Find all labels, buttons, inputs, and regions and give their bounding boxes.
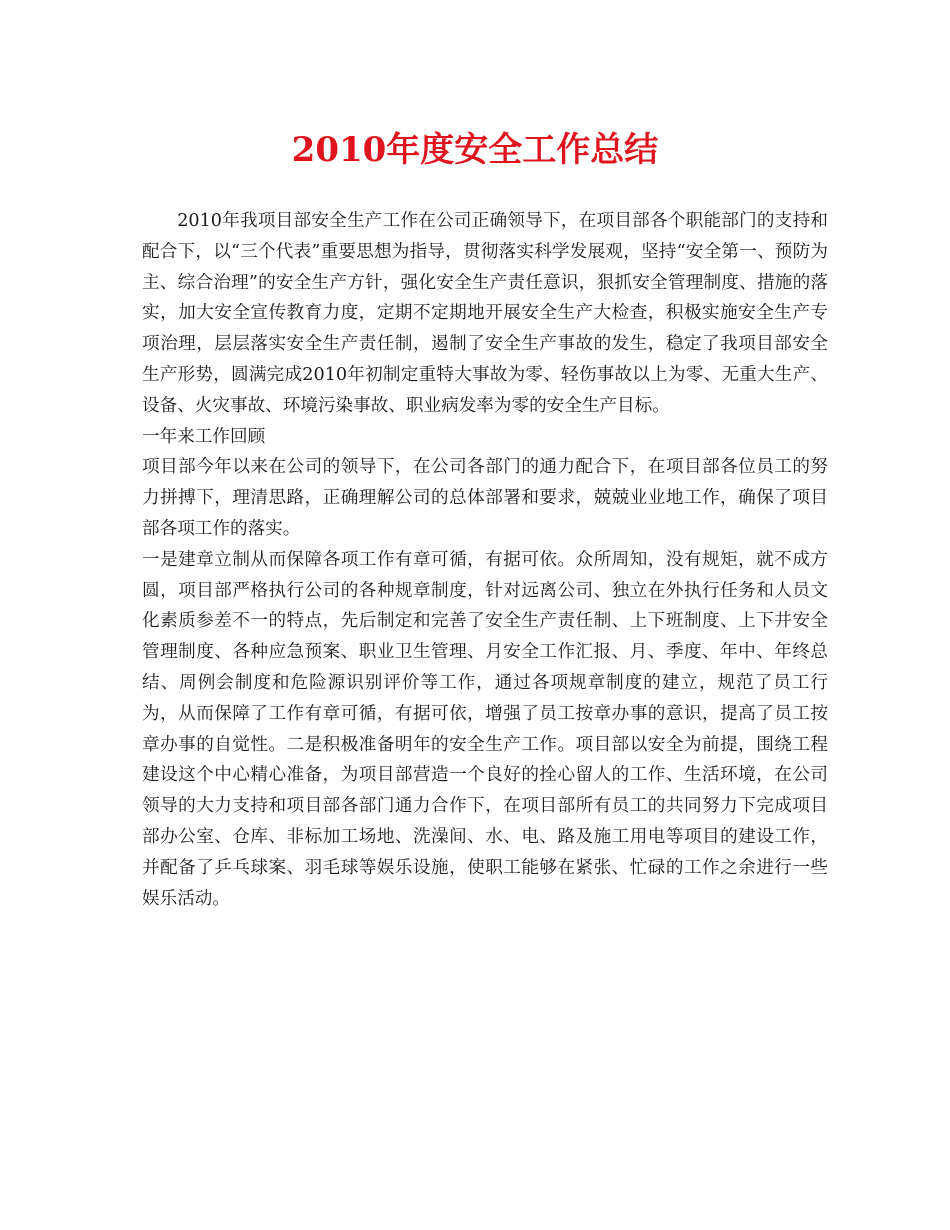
paragraph-rules-and-preparation: 一是建章立制从而保障各项工作有章可循，有据可依。众所周知，没有规矩，就不成方圆，项目部严格执行公司的各种规章制度，针对远离公司、独立在外执行任务和人员文化素质参差不一的特点，先后制定和完善了安全生产责任制、上下班制度、上下井安全管理制度、各种应急预案、职业卫生管理、月安全工作汇报、月、季度、年中、年终总结、周例会制度和危险源识别评价等工作，通过各项规章制度的建立，规范了员工行为，从而保障了工作有章可循，有据可依，增强了员工按章办事的意识，提高了员工按章办事的自觉性。二是积极准备明年的安全生产工作。项目部以安全为前提，围绕工程建设这个中心精心准备，为项目部营造一个良好的拴心留人的工作、生活环境，在公司领导的大力支持和项目部各部门通力合作下，在项目部所有员工的共同努力下完成项目部办公室、仓库、非标加工场地、洗澡间、水、电、路及施工用电等项目的建设工作，并配备了乒乓球案、羽毛球等娱乐设施，使职工能够在紧张、忙碌的工作之余进行一些娱乐活动。 (142, 549, 828, 909)
section-heading-review: 一年来工作回顾 (142, 426, 266, 447)
paragraph-intro: 2010年我项目部安全生产工作在公司正确领导下，在项目部各个职能部门的支持和配合下，以“三个代表”重要思想为指导，贯彻落实科学发展观，坚持“安全第一、预防为主、综合治理”的安全生产方针，强化安全生产责任意识，狠抓安全管理制度、措施的落实，加大安全宣传教育力度，定期不定期地开展安全生产大检查，积极实施安全生产专项治理，层层落实安全生产责任制，遏制了安全生产事故的发生，稳定了我项目部安全生产形势，圆满完成2010年初制定重特大事故为零、轻伤事故以上为零、无重大生产、设备、火灾事故、环境污染事故、职业病发率为零的安全生产目标。 (142, 211, 828, 416)
document-title: 2010年度安全工作总结 (291, 130, 659, 170)
paragraph-overview: 项目部今年以来在公司的领导下，在公司各部门的通力配合下，在项目部各位员工的努力拼搏下，理清思路，正确理解公司的总体部署和要求，兢兢业业地工作，确保了项目部各项工作的落实。 (142, 457, 828, 539)
document-body (142, 206, 828, 914)
